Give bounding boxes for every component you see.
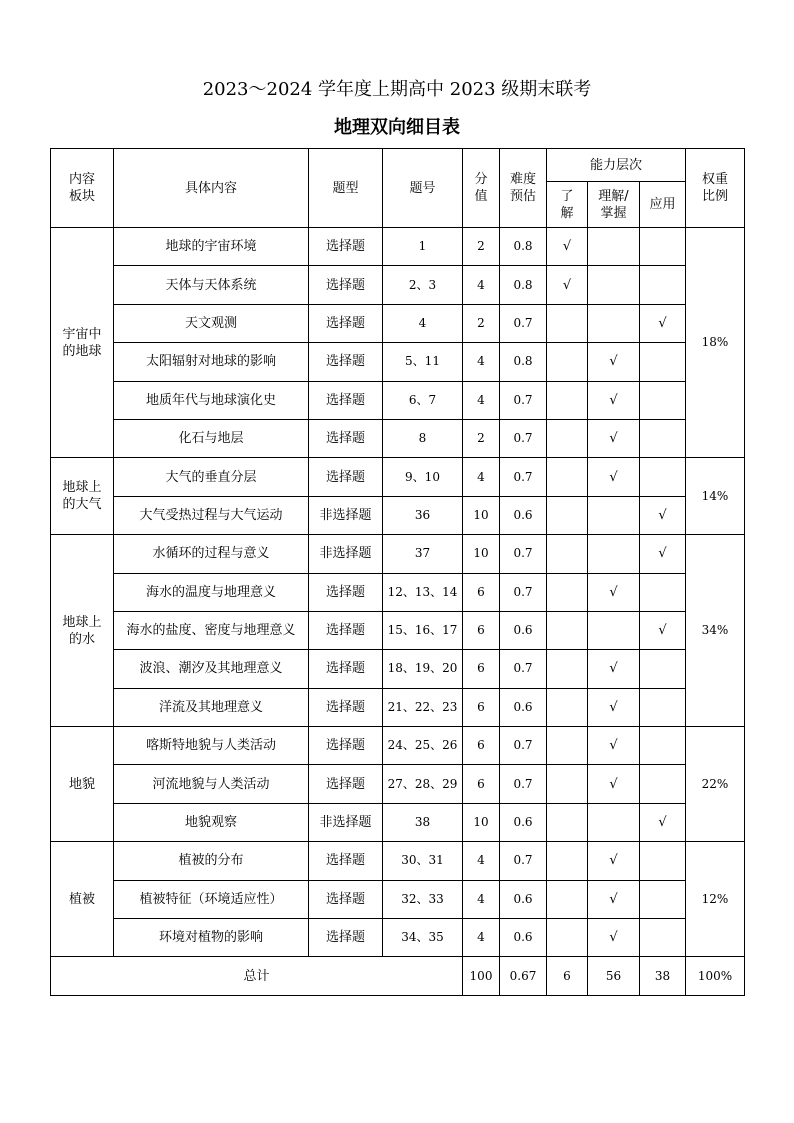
number-cell: 34、35	[383, 919, 463, 957]
total-difficulty: 0.67	[500, 957, 547, 995]
apply-cell	[640, 842, 686, 880]
difficulty-cell: 0.6	[500, 496, 547, 534]
content-cell: 天体与天体系统	[114, 266, 309, 304]
master-cell	[588, 727, 640, 765]
content-cell: 植被的分布	[114, 842, 309, 880]
table-row	[51, 496, 745, 534]
block-label: 地球上的水	[62, 614, 102, 647]
table-row	[51, 343, 745, 381]
apply-cell	[640, 919, 686, 957]
difficulty-cell: 0.7	[500, 458, 547, 496]
check-mark-icon: √	[609, 930, 618, 946]
header-number: 题号	[383, 149, 463, 228]
total-master: 56	[588, 957, 640, 995]
understand-cell	[547, 419, 588, 457]
score-cell: 4	[463, 343, 500, 381]
master-cell	[588, 228, 640, 266]
check-mark-icon: √	[609, 891, 618, 907]
apply-cell	[640, 611, 686, 649]
difficulty-cell: 0.7	[500, 727, 547, 765]
table-row	[51, 458, 745, 496]
understand-cell	[547, 343, 588, 381]
difficulty-cell: 0.6	[500, 803, 547, 841]
number-cell: 6、7	[383, 381, 463, 419]
table-row	[51, 919, 745, 957]
header-ability-apply: 应用	[640, 182, 686, 228]
content-cell: 波浪、潮汐及其地理意义	[114, 650, 309, 688]
difficulty-cell: 0.8	[500, 343, 547, 381]
understand-cell	[547, 803, 588, 841]
apply-cell	[640, 650, 686, 688]
table-row	[51, 650, 745, 688]
number-cell: 1	[383, 228, 463, 266]
difficulty-cell: 0.8	[500, 266, 547, 304]
total-row	[51, 957, 745, 995]
master-cell	[588, 343, 640, 381]
block-label: 宇宙中的地球	[62, 326, 102, 359]
difficulty-cell: 0.7	[500, 535, 547, 573]
check-mark-icon: √	[562, 277, 572, 293]
score-cell: 2	[463, 228, 500, 266]
number-cell: 2、3	[383, 266, 463, 304]
content-cell: 环境对植物的影响	[114, 919, 309, 957]
check-mark-icon: √	[609, 738, 618, 754]
master-cell	[588, 688, 640, 726]
block-label: 地球上的大气	[62, 480, 102, 513]
score-cell: 10	[463, 535, 500, 573]
table-row	[51, 228, 745, 266]
difficulty-cell: 0.7	[500, 381, 547, 419]
content-cell: 天文观测	[114, 304, 309, 342]
table-row	[51, 419, 745, 457]
master-cell	[588, 880, 640, 918]
type-cell: 选择题	[309, 458, 383, 496]
type-cell: 选择题	[309, 419, 383, 457]
block-cell	[51, 727, 114, 842]
check-mark-icon: √	[609, 661, 618, 677]
table-row	[51, 611, 745, 649]
understand-cell	[547, 381, 588, 419]
block-cell	[51, 228, 114, 458]
number-cell: 37	[383, 535, 463, 573]
table-row	[51, 727, 745, 765]
type-cell: 非选择题	[309, 496, 383, 534]
check-mark-icon: √	[609, 584, 618, 600]
master-cell	[588, 419, 640, 457]
number-cell: 8	[383, 419, 463, 457]
master-cell	[588, 535, 640, 573]
content-cell: 地貌观察	[114, 803, 309, 841]
header-ability-master: 理解/掌握	[588, 182, 640, 228]
type-cell: 选择题	[309, 573, 383, 611]
type-cell: 选择题	[309, 688, 383, 726]
header-block: 内容板块	[51, 149, 114, 228]
block-cell	[51, 842, 114, 957]
content-cell: 化石与地层	[114, 419, 309, 457]
weight-cell: 22%	[686, 727, 745, 842]
check-mark-icon: √	[658, 815, 667, 831]
understand-cell	[547, 535, 588, 573]
check-mark-icon: √	[658, 315, 667, 331]
type-cell: 选择题	[309, 842, 383, 880]
number-cell: 27、28、29	[383, 765, 463, 803]
number-cell: 9、10	[383, 458, 463, 496]
master-cell	[588, 573, 640, 611]
apply-cell	[640, 803, 686, 841]
block-label: 植被	[68, 891, 95, 907]
difficulty-cell: 0.6	[500, 919, 547, 957]
weight-cell: 34%	[686, 535, 745, 727]
type-cell: 选择题	[309, 650, 383, 688]
master-cell	[588, 919, 640, 957]
understand-cell	[547, 650, 588, 688]
check-mark-icon: √	[609, 354, 618, 370]
score-cell: 2	[463, 419, 500, 457]
understand-cell	[547, 304, 588, 342]
score-cell: 10	[463, 496, 500, 534]
understand-cell	[547, 842, 588, 880]
score-cell: 6	[463, 650, 500, 688]
number-cell: 24、25、26	[383, 727, 463, 765]
score-cell: 6	[463, 727, 500, 765]
score-cell: 4	[463, 919, 500, 957]
header-score: 分值	[463, 149, 500, 228]
number-cell: 5、11	[383, 343, 463, 381]
master-cell	[588, 842, 640, 880]
apply-cell	[640, 458, 686, 496]
type-cell: 选择题	[309, 228, 383, 266]
understand-cell	[547, 880, 588, 918]
check-mark-icon: √	[609, 699, 618, 715]
document-title: 2023～2024 学年度上期高中 2023 级期末联考	[202, 79, 592, 100]
type-cell: 选择题	[309, 919, 383, 957]
apply-cell	[640, 304, 686, 342]
number-cell: 38	[383, 803, 463, 841]
type-cell: 选择题	[309, 266, 383, 304]
table-row	[51, 880, 745, 918]
difficulty-cell: 0.7	[500, 573, 547, 611]
check-mark-icon: √	[658, 507, 667, 523]
apply-cell	[640, 381, 686, 419]
header-difficulty: 难度预估	[500, 149, 547, 228]
check-mark-icon: √	[658, 546, 667, 562]
type-cell: 选择题	[309, 304, 383, 342]
difficulty-cell: 0.6	[500, 611, 547, 649]
content-cell: 大气的垂直分层	[114, 458, 309, 496]
weight-cell: 14%	[686, 458, 745, 535]
master-cell	[588, 650, 640, 688]
type-cell: 选择题	[309, 880, 383, 918]
difficulty-cell: 0.7	[500, 842, 547, 880]
score-cell: 10	[463, 803, 500, 841]
block-cell	[51, 458, 114, 535]
block-cell	[51, 535, 114, 727]
type-cell: 选择题	[309, 381, 383, 419]
number-cell: 32、33	[383, 880, 463, 918]
master-cell	[588, 611, 640, 649]
difficulty-cell: 0.7	[500, 650, 547, 688]
content-cell: 洋流及其地理意义	[114, 688, 309, 726]
number-cell: 18、19、20	[383, 650, 463, 688]
apply-cell	[640, 228, 686, 266]
content-cell: 水循环的过程与意义	[114, 535, 309, 573]
type-cell: 选择题	[309, 727, 383, 765]
check-mark-icon: √	[609, 776, 618, 792]
master-cell	[588, 381, 640, 419]
master-cell	[588, 266, 640, 304]
number-cell: 15、16、17	[383, 611, 463, 649]
score-cell: 4	[463, 458, 500, 496]
understand-cell	[547, 765, 588, 803]
difficulty-cell: 0.7	[500, 304, 547, 342]
number-cell: 21、22、23	[383, 688, 463, 726]
difficulty-cell: 0.8	[500, 228, 547, 266]
total-weight: 100%	[686, 957, 745, 995]
type-cell: 非选择题	[309, 535, 383, 573]
difficulty-cell: 0.6	[500, 880, 547, 918]
header-ability-understand: 了解	[547, 182, 588, 228]
apply-cell	[640, 496, 686, 534]
table-row	[51, 842, 745, 880]
check-mark-icon: √	[609, 853, 618, 869]
block-label: 地貌	[68, 776, 95, 792]
apply-cell	[640, 266, 686, 304]
master-cell	[588, 803, 640, 841]
apply-cell	[640, 573, 686, 611]
check-mark-icon: √	[609, 392, 618, 408]
number-cell: 4	[383, 304, 463, 342]
number-cell: 12、13、14	[383, 573, 463, 611]
content-cell: 太阳辐射对地球的影响	[114, 343, 309, 381]
content-cell: 喀斯特地貌与人类活动	[114, 727, 309, 765]
check-mark-icon: √	[609, 431, 618, 447]
apply-cell	[640, 688, 686, 726]
total-score: 100	[463, 957, 500, 995]
understand-cell	[547, 727, 588, 765]
number-cell: 36	[383, 496, 463, 534]
understand-cell	[547, 919, 588, 957]
table-row	[51, 304, 745, 342]
total-label: 总计	[51, 957, 463, 995]
table-row	[51, 688, 745, 726]
master-cell	[588, 496, 640, 534]
master-cell	[588, 304, 640, 342]
difficulty-cell: 0.6	[500, 688, 547, 726]
table-row	[51, 803, 745, 841]
score-cell: 4	[463, 381, 500, 419]
table-row	[51, 535, 745, 573]
apply-cell	[640, 765, 686, 803]
header-content: 具体内容	[114, 149, 309, 228]
apply-cell	[640, 535, 686, 573]
check-mark-icon: √	[562, 239, 572, 255]
table-title: 地理双向细目表	[334, 117, 460, 138]
score-cell: 4	[463, 266, 500, 304]
difficulty-cell: 0.7	[500, 765, 547, 803]
content-cell: 大气受热过程与大气运动	[114, 496, 309, 534]
content-cell: 河流地貌与人类活动	[114, 765, 309, 803]
apply-cell	[640, 419, 686, 457]
understand-cell	[547, 228, 588, 266]
content-cell: 海水的温度与地理意义	[114, 573, 309, 611]
master-cell	[588, 458, 640, 496]
total-apply: 38	[640, 957, 686, 995]
header-type: 题型	[309, 149, 383, 228]
content-cell: 海水的盐度、密度与地理意义	[114, 611, 309, 649]
table-row	[51, 765, 745, 803]
type-cell: 非选择题	[309, 803, 383, 841]
master-cell	[588, 765, 640, 803]
understand-cell	[547, 573, 588, 611]
type-cell: 选择题	[309, 611, 383, 649]
apply-cell	[640, 727, 686, 765]
understand-cell	[547, 496, 588, 534]
understand-cell	[547, 458, 588, 496]
table-row	[51, 381, 745, 419]
content-cell: 地质年代与地球演化史	[114, 381, 309, 419]
content-cell: 植被特征（环境适应性）	[114, 880, 309, 918]
table-row	[51, 573, 745, 611]
check-mark-icon: √	[658, 623, 667, 639]
header-weight: 权重比例	[686, 149, 745, 228]
score-cell: 6	[463, 688, 500, 726]
type-cell: 选择题	[309, 343, 383, 381]
understand-cell	[547, 611, 588, 649]
content-cell: 地球的宇宙环境	[114, 228, 309, 266]
apply-cell	[640, 880, 686, 918]
understand-cell	[547, 266, 588, 304]
weight-cell: 18%	[686, 228, 745, 458]
specification-table	[50, 148, 745, 996]
table-body	[51, 228, 745, 957]
score-cell: 4	[463, 880, 500, 918]
apply-cell	[640, 343, 686, 381]
score-cell: 6	[463, 765, 500, 803]
score-cell: 2	[463, 304, 500, 342]
type-cell: 选择题	[309, 765, 383, 803]
score-cell: 6	[463, 611, 500, 649]
understand-cell	[547, 688, 588, 726]
check-mark-icon: √	[609, 469, 618, 485]
score-cell: 6	[463, 573, 500, 611]
header-ability: 能力层次	[547, 149, 686, 182]
difficulty-cell: 0.7	[500, 419, 547, 457]
table-row	[51, 266, 745, 304]
total-understand: 6	[547, 957, 588, 995]
weight-cell: 12%	[686, 842, 745, 957]
score-cell: 4	[463, 842, 500, 880]
number-cell: 30、31	[383, 842, 463, 880]
